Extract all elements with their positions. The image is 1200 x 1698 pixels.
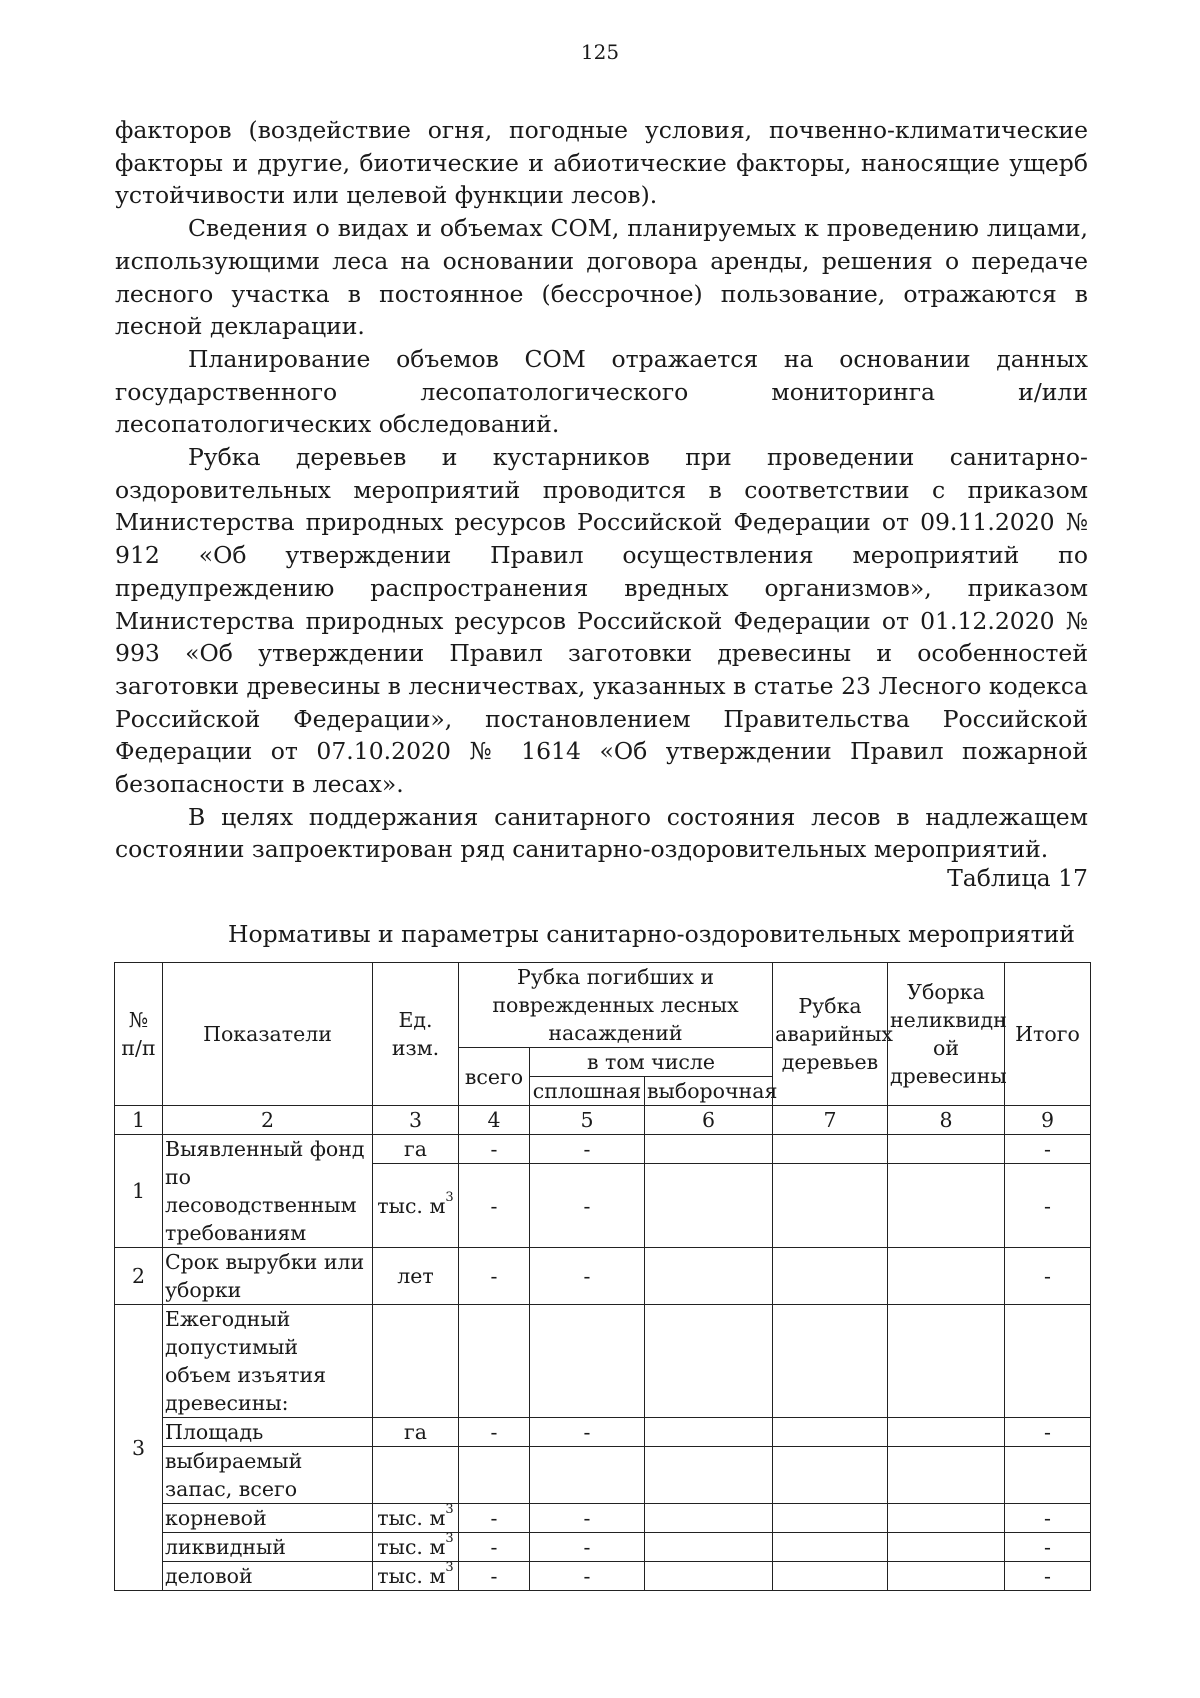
paragraph: Рубка деревьев и кустарников при проведении санитарно-оздоровительных мероприятий проводится в соответствии с приказом Министерства природных ресурсов Российской Федерации от 09.11.2020 № 912 «Об утверждении Правил осуществления мероприятий по предупреждению распространения вредных организмов», приказом Министерства природных ресурсов Российской Федерации от 01.12.2020 № 993 «Об утверждении Правил заготовки древесины и особенностей заготовки древесины в лесничествах, указанных в статье 23 Лесного кодекса Российской Федерации», постановлением Правительства Российской Федерации от 07.10.2020 № 1614 «Об утверждении Правил пожарной безопасности в лесах». <box>115 443 1088 799</box>
cell <box>645 1504 773 1533</box>
cell <box>530 1447 645 1504</box>
cell <box>888 1164 1005 1248</box>
body-text <box>115 114 1088 866</box>
column-number-row <box>115 1106 1091 1135</box>
cell <box>773 1248 888 1305</box>
col-number: 9 <box>1005 1106 1091 1135</box>
col-number: 5 <box>530 1106 645 1135</box>
paragraph: В целях поддержания санитарного состояния лесов в надлежащем состоянии запроектирован ряд санитарно-оздоровительных мероприятий. <box>115 802 1088 864</box>
cell: - <box>530 1248 645 1305</box>
cell <box>1005 1305 1091 1418</box>
cell: - <box>530 1418 645 1447</box>
cell <box>888 1248 1005 1305</box>
col-number: 1 <box>115 1106 163 1135</box>
cell <box>645 1305 773 1418</box>
cell: - <box>459 1418 530 1447</box>
cell: - <box>459 1504 530 1533</box>
table-row <box>115 1562 1091 1591</box>
row-unit: тыс. $м^3$ <box>373 1562 459 1591</box>
header-total: Итого <box>1005 963 1091 1106</box>
paragraph: факторов (воздействие огня, погодные условия, почвенно-климатические факторы и другие, биотические и абиотические факторы, наносящие ущерб устойчивости или целевой функции лесов). <box>115 116 1088 210</box>
cell <box>773 1135 888 1164</box>
header-emergency: Рубка аварийных деревьев <box>773 963 888 1106</box>
row-label: Площадь <box>163 1418 373 1447</box>
col-number: 6 <box>645 1106 773 1135</box>
cell <box>773 1562 888 1591</box>
col-number: 3 <box>373 1106 459 1135</box>
cell: - <box>459 1164 530 1248</box>
table-row <box>115 1447 1091 1504</box>
cell: - <box>530 1533 645 1562</box>
cell <box>773 1533 888 1562</box>
header-total-all: всего <box>459 1048 530 1106</box>
row-label: деловой <box>163 1562 373 1591</box>
cell <box>645 1164 773 1248</box>
cell <box>888 1447 1005 1504</box>
row-label: ликвидный <box>163 1533 373 1562</box>
cell: - <box>1005 1164 1091 1248</box>
header-including: в том числе <box>530 1048 773 1077</box>
page-number: 125 <box>580 40 620 64</box>
cell <box>773 1418 888 1447</box>
row-unit <box>373 1305 459 1418</box>
cell: - <box>1005 1418 1091 1447</box>
table-row <box>115 1135 1091 1164</box>
col-number: 8 <box>888 1106 1005 1135</box>
cell: - <box>459 1562 530 1591</box>
cell <box>773 1164 888 1248</box>
row-number: 3 <box>115 1305 163 1591</box>
cell <box>888 1533 1005 1562</box>
row-label: выбираемый запас, всего <box>163 1447 373 1504</box>
header-cleanup: Уборка неликвидн ой древесины <box>888 963 1005 1106</box>
cell <box>645 1562 773 1591</box>
cell: - <box>1005 1562 1091 1591</box>
cell <box>888 1418 1005 1447</box>
row-unit: тыс. $м^3$ <box>373 1533 459 1562</box>
col-number: 2 <box>163 1106 373 1135</box>
header-indicators: Показатели <box>163 963 373 1106</box>
cell: - <box>530 1504 645 1533</box>
header-clear: сплошная <box>530 1077 645 1106</box>
paragraph: Планирование объемов СОМ отражается на основании данных государственного лесопатологического мониторинга и/или лесопатологических обследований. <box>115 344 1088 439</box>
cell <box>888 1135 1005 1164</box>
cell <box>645 1533 773 1562</box>
cell <box>773 1504 888 1533</box>
table-row <box>115 1418 1091 1447</box>
row-unit: лет <box>373 1248 459 1305</box>
header-row <box>115 963 1091 1048</box>
table-label: Таблица 17 <box>947 864 1088 892</box>
header-felling-group: Рубка погибших и поврежденных лесных насаждений <box>459 963 773 1048</box>
cell: - <box>530 1562 645 1591</box>
row-label: корневой <box>163 1504 373 1533</box>
cell <box>888 1562 1005 1591</box>
header-selective: выборочная <box>645 1077 773 1106</box>
cell: - <box>1005 1533 1091 1562</box>
cell <box>773 1305 888 1418</box>
row-unit: га <box>373 1418 459 1447</box>
cell: - <box>1005 1504 1091 1533</box>
table-row <box>115 1248 1091 1305</box>
cell: - <box>1005 1135 1091 1164</box>
cell: - <box>530 1135 645 1164</box>
row-number: 1 <box>115 1135 163 1248</box>
cell <box>773 1447 888 1504</box>
cell <box>645 1135 773 1164</box>
header-num: № п/п <box>115 963 163 1106</box>
row-number: 2 <box>115 1248 163 1305</box>
cell: - <box>459 1533 530 1562</box>
row-unit: га <box>373 1135 459 1164</box>
row-unit <box>373 1447 459 1504</box>
paragraph: Сведения о видах и объемах СОМ, планируемых к проведению лицами, использующими леса на основании договора аренды, решения о передаче лесного участка в постоянное (бессрочное) пользование, отражаются в лесной декларации. <box>115 214 1088 341</box>
col-number: 7 <box>773 1106 888 1135</box>
cell <box>645 1418 773 1447</box>
cell: - <box>1005 1248 1091 1305</box>
table-title: Нормативы и параметры санитарно-оздоровительных мероприятий <box>228 920 1075 948</box>
norms-table <box>114 962 1091 1591</box>
row-label: Выявленный фонд по лесоводственным требованиям <box>163 1135 373 1248</box>
cell <box>1005 1447 1091 1504</box>
cell <box>888 1305 1005 1418</box>
cell <box>645 1248 773 1305</box>
row-unit: тыс. $м^3$ <box>373 1164 459 1248</box>
cell <box>888 1504 1005 1533</box>
row-unit: тыс. $м^3$ <box>373 1504 459 1533</box>
cell <box>459 1305 530 1418</box>
cell <box>645 1447 773 1504</box>
row-label: Срок вырубки или уборки <box>163 1248 373 1305</box>
cell: - <box>459 1248 530 1305</box>
table-row <box>115 1504 1091 1533</box>
cell <box>459 1447 530 1504</box>
header-unit: Ед. изм. <box>373 963 459 1106</box>
col-number: 4 <box>459 1106 530 1135</box>
table-row <box>115 1533 1091 1562</box>
cell: - <box>530 1164 645 1248</box>
cell: - <box>459 1135 530 1164</box>
cell <box>530 1305 645 1418</box>
row-label: Ежегодный допустимый объем изъятия древесины: <box>163 1305 373 1418</box>
table-row <box>115 1305 1091 1418</box>
